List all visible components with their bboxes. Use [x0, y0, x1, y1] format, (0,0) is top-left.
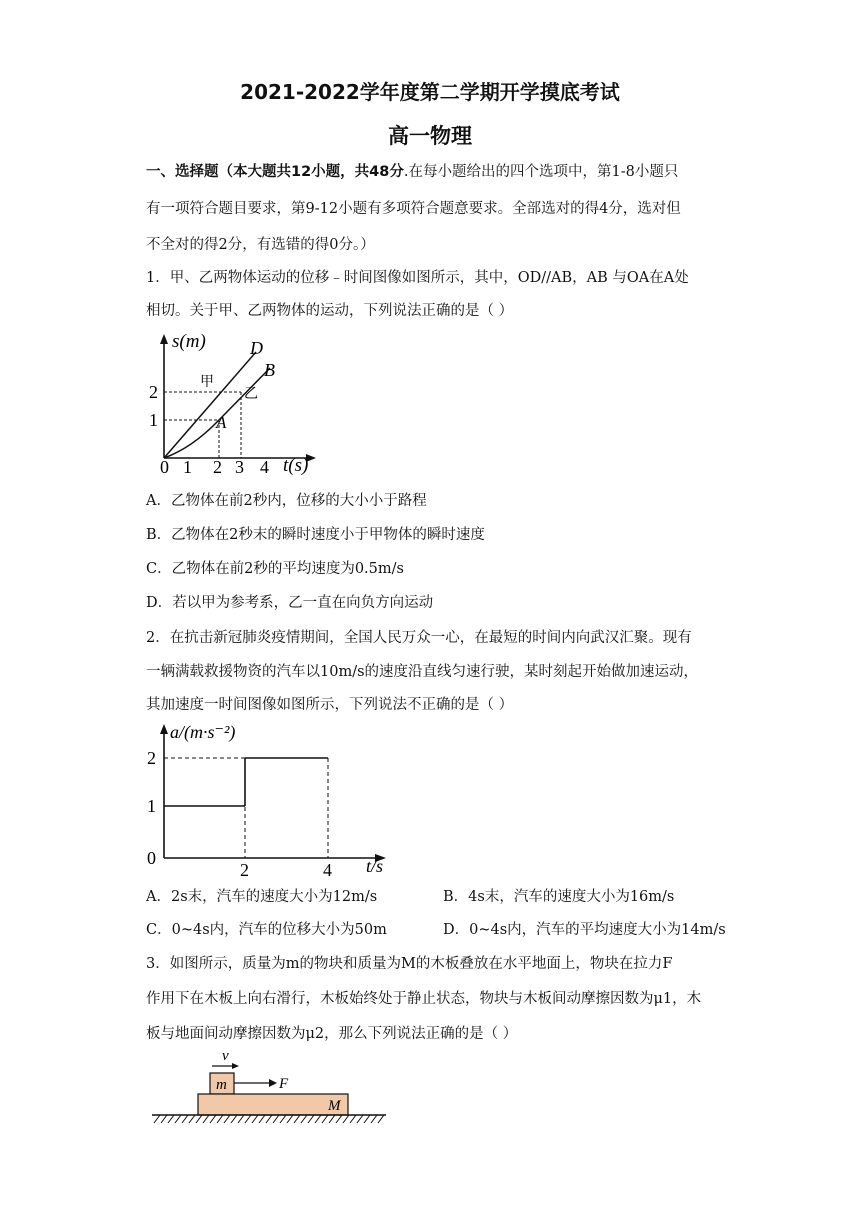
q3-stem-line-3: 板与地面间动摩擦因数为μ2，那么下列说法正确的是（ ）	[146, 1026, 518, 1042]
q1-y-tick-2: 2	[149, 382, 158, 402]
q2-option-d: D．0~4s内，汽车的平均速度大小为14m/s	[443, 922, 726, 938]
q1-x-tick-2: 2	[213, 457, 222, 476]
q3-stem-line-2: 作用下在木板上向右滑行，木板始终处于静止状态，物块与木板间动摩擦因数为μ1，木	[146, 991, 702, 1007]
q1-label-B: B	[264, 360, 275, 380]
q1-option-d: D．若以甲为参考系，乙一直在向负方向运动	[146, 595, 434, 611]
q2-x-tick-0: 0	[147, 848, 156, 868]
section-line-3: 不全对的得2分，有选错的得0分。）	[146, 237, 375, 253]
q1-option-a: A．乙物体在前2秒内，位移的大小小于路程	[146, 493, 427, 509]
q1-y-axis-arrow	[160, 334, 168, 344]
section-line-2: 有一项符合题目要求，第9-12小题有多项符合题意要求。全部选对的得4分，选对但	[146, 201, 681, 217]
q1-y-axis-label: s(m)	[172, 331, 206, 352]
q3-label-v: v	[222, 1048, 229, 1064]
q2-option-c: C．0~4s内，汽车的位移大小为50m	[146, 922, 387, 938]
q2-y-tick-2: 2	[147, 748, 156, 768]
q1-displacement-time-graph	[146, 328, 326, 476]
q2-y-axis-label: a/(m·s⁻²)	[170, 722, 236, 742]
q2-x-axis-label: t/s	[366, 856, 384, 876]
subject-title: 高一物理	[388, 124, 472, 148]
q2-stem-line-3: 其加速度一时间图像如图所示，下列说法不正确的是（ ）	[146, 697, 514, 713]
exam-title: 2021-2022学年度第二学期开学摸底考试	[240, 80, 620, 104]
q3-force-arrowhead	[269, 1079, 277, 1087]
q3-board-M	[198, 1094, 348, 1115]
section-heading-rest: .在每小题给出的四个选项中，第1-8小题只	[403, 164, 679, 180]
q1-option-b: B．乙物体在2秒末的瞬时速度小于甲物体的瞬时速度	[146, 527, 485, 543]
q1-label-D: D	[250, 338, 263, 358]
q3-label-F: F	[279, 1076, 289, 1092]
q3-label-m: m	[216, 1077, 227, 1093]
q1-x-tick-0: 0	[160, 457, 169, 476]
q3-ground-hatch	[154, 1115, 384, 1123]
q3-stem-line-1: 3．如图所示，质量为m的物块和质量为M的木板叠放在水平地面上，物块在拉力F	[146, 956, 673, 972]
q1-label-yi: 乙	[244, 387, 258, 402]
section-heading-bold: 一、选择题（本大题共12小题，共48分	[146, 164, 404, 180]
q2-y-tick-1: 1	[147, 796, 156, 816]
section-heading	[146, 160, 678, 181]
q1-y-tick-1: 1	[149, 410, 158, 430]
q1-label-A: A	[216, 413, 227, 432]
q2-y-axis-arrow	[160, 724, 168, 734]
q2-option-b: B．4s末，汽车的速度大小为16m/s	[443, 889, 675, 905]
q1-x-tick-3: 3	[235, 457, 244, 476]
q1-x-tick-1: 1	[183, 457, 192, 476]
q1-option-c: C．乙物体在前2秒的平均速度为0.5m/s	[146, 561, 404, 577]
q1-stem-line-2: 相切。关于甲、乙两物体的运动，下列说法正确的是（ ）	[146, 303, 514, 319]
q3-velocity-arrowhead	[232, 1063, 239, 1069]
q2-x-tick-2: 2	[240, 860, 249, 880]
q1-stem-line-1: 1．甲、乙两物体运动的位移﹣时间图像如图所示，其中，OD//AB，AB 与OA在A处	[146, 270, 689, 286]
q3-block-board-diagram	[146, 1046, 396, 1132]
q2-stem-line-2: 一辆满载救援物资的汽车以10m/s的速度沿直线匀速行驶，某时刻起开始做加速运动，	[146, 664, 699, 680]
q3-label-M: M	[328, 1098, 341, 1114]
q2-x-tick-4: 4	[323, 860, 332, 880]
q2-option-a: A．2s末，汽车的速度大小为12m/s	[146, 889, 378, 905]
q1-line-OD	[164, 352, 256, 458]
q2-stem-line-1: 2．在抗击新冠肺炎疫情期间，全国人民万众一心，在最短的时间内向武汉汇聚。现有	[146, 630, 692, 646]
q1-label-jia: 甲	[200, 375, 214, 390]
q1-x-tick-4: 4	[260, 457, 269, 476]
q1-x-axis-label: t(s)	[283, 455, 309, 476]
q2-acceleration-time-graph	[144, 720, 394, 880]
